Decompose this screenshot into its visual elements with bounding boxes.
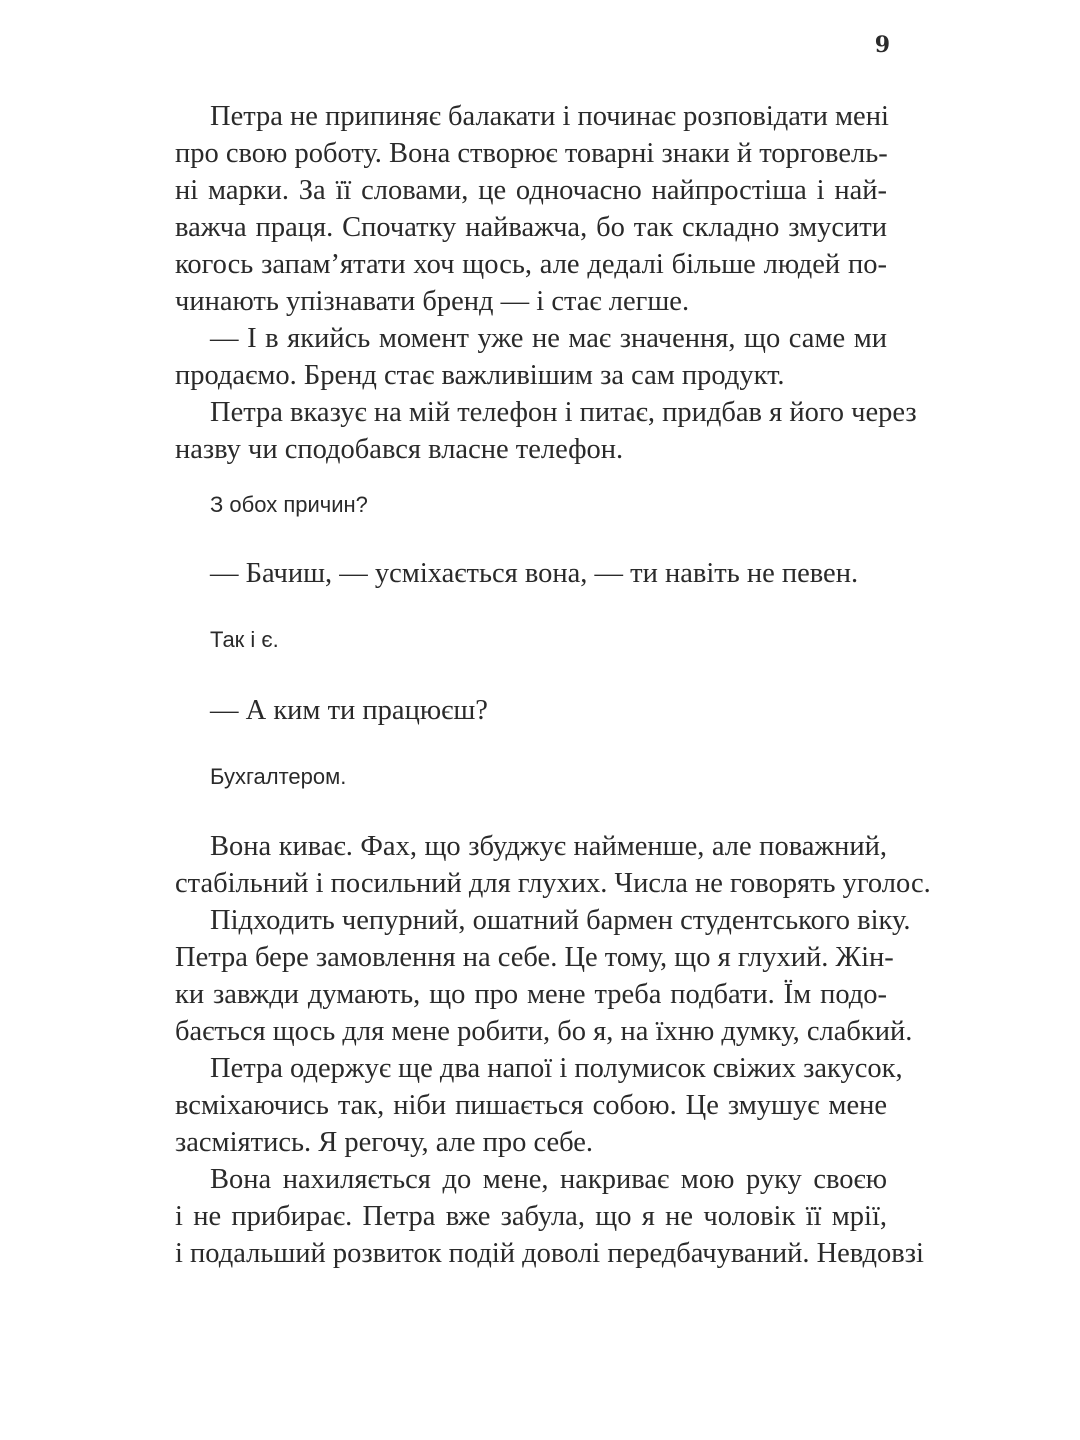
text-line: ні марки. За її словами, це одночасно найпростіша і най- — [175, 175, 887, 206]
text-line: продаємо. Бренд стає важливішим за сам продукт. — [175, 360, 785, 391]
text-line: бається щось для мене робити, бо я, на їхню думку, слабкий. — [175, 1016, 913, 1047]
text-line: Петра одержує ще два напої і полумисок свіжих закусок, — [210, 1053, 903, 1084]
text-line: стабільний і посильний для глухих. Числа не говорять уголос. — [175, 868, 931, 899]
text-line: Вона нахиляється до мене, накриває мою руку своєю — [210, 1164, 887, 1195]
dialogue-line-serif: — А ким ти працюєш? — [210, 695, 488, 726]
dialogue-line-sans: Бухгалтером. — [210, 764, 347, 789]
text-line: Петра не припиняє балакати і починає розповідати мені — [210, 101, 889, 132]
dialogue-line-sans: Так і є. — [210, 627, 279, 652]
text-line: когось запам’ятати хоч щось, але дедалі більше людей по- — [175, 249, 887, 280]
text-line: засміятись. Я регочу, але про себе. — [175, 1127, 594, 1158]
paragraph — [175, 1161, 924, 1272]
text-line: про свою роботу. Вона створює товарні знаки й торговель- — [175, 138, 888, 169]
text-line: Підходить чепурний, ошатний бармен студентського віку. — [210, 905, 911, 936]
text-line: і подальший розвиток подій доволі передбачуваний. Невдовзі — [175, 1238, 924, 1269]
text-line: назву чи сподобався власне телефон. — [175, 434, 624, 465]
text-line: всміхаючись так, ніби пишається собою. Це змушує мене — [175, 1090, 887, 1121]
text-line: чинають упізнавати бренд — і стає легше. — [175, 286, 690, 317]
dialogue-line-serif: — Бачиш, — усміхається вона, — ти навіть не певен. — [210, 558, 859, 589]
text-line: і не прибирає. Петра вже забула, що я не чоловік її мрії, — [175, 1201, 887, 1232]
text-line: — І в якийсь момент уже не має значення, що саме ми — [210, 323, 887, 354]
paragraph — [175, 902, 913, 1050]
paragraph — [175, 394, 917, 468]
paragraph — [175, 828, 931, 902]
dialogue-line-sans: З обох причин? — [210, 492, 368, 517]
text-line: Петра бере замовлення на себе. Це тому, що я глухий. Жін- — [175, 942, 894, 973]
text-line: Петра вказує на мій телефон і питає, придбав я його через — [210, 397, 917, 428]
page-number: 9 — [874, 32, 890, 58]
paragraph — [175, 320, 887, 394]
paragraph — [175, 98, 887, 320]
text-line: Вона киває. Фах, що збуджує найменше, але поважний, — [210, 831, 887, 862]
text-line: ки завжди думають, що про мене треба подбати. Їм подо- — [175, 979, 887, 1010]
paragraph — [175, 1050, 903, 1161]
text-line: важча праця. Спочатку найважча, бо так складно змусити — [175, 212, 887, 243]
